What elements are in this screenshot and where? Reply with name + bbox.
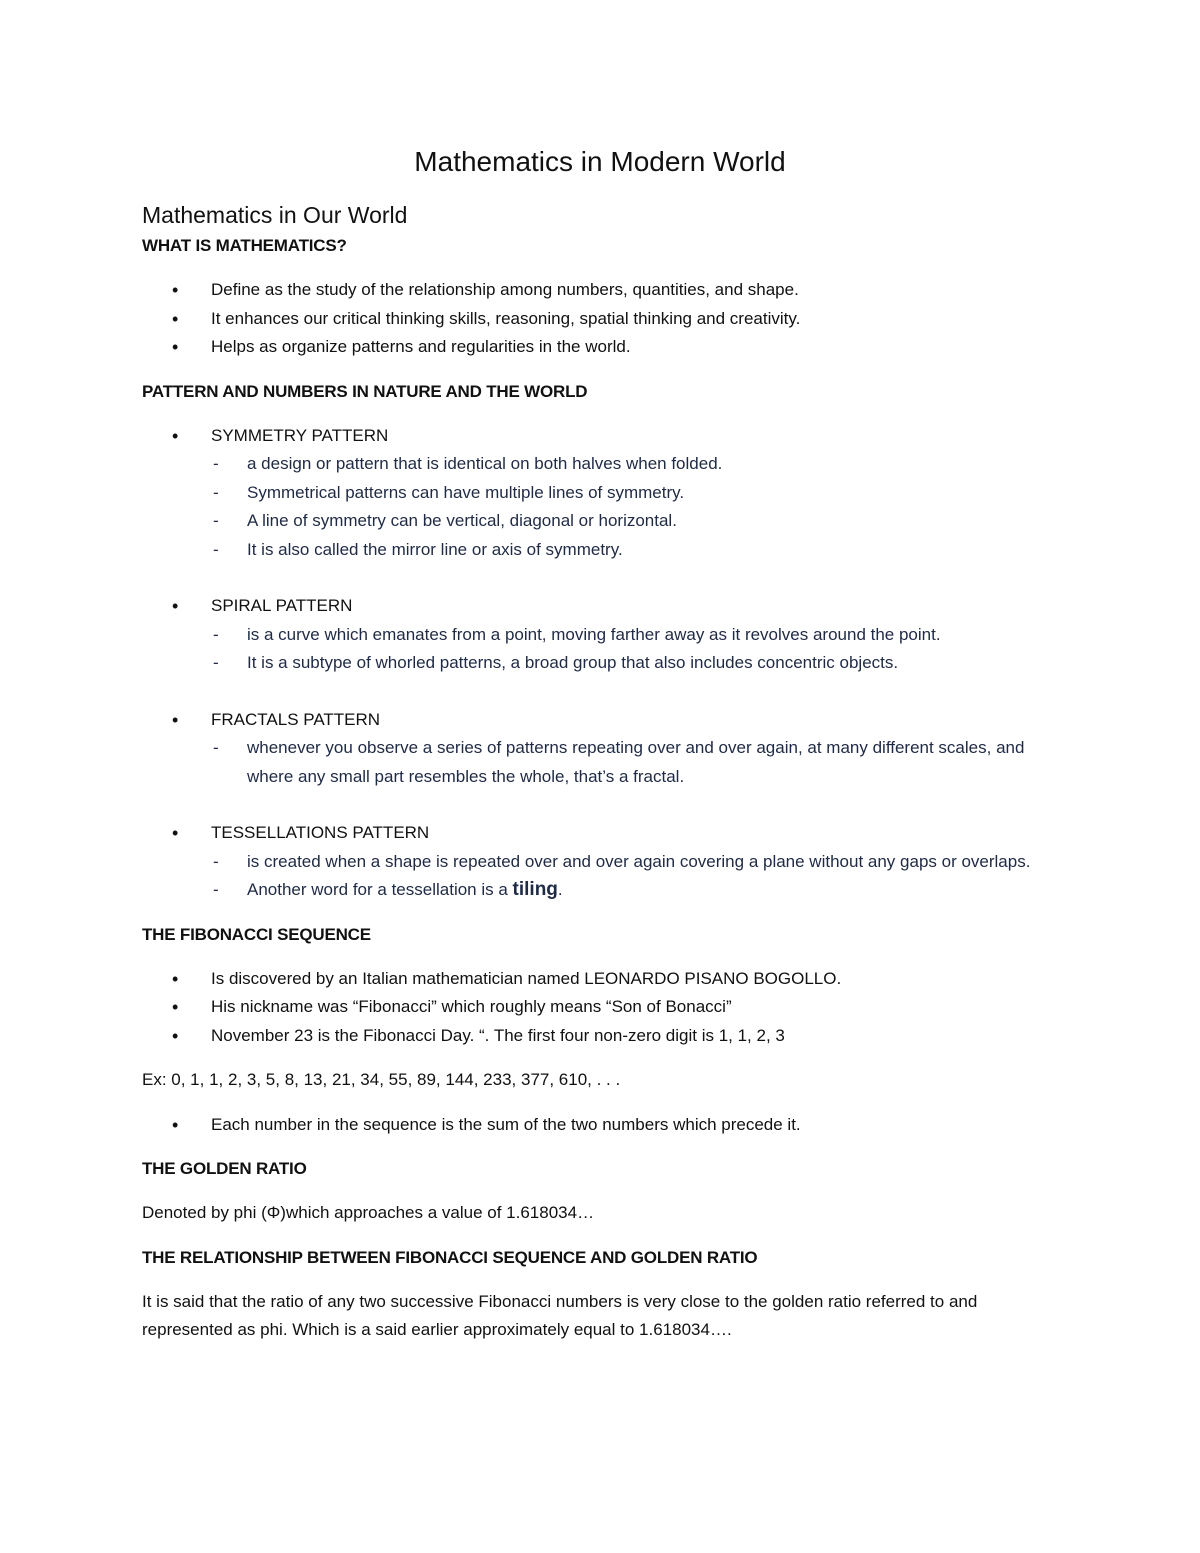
fractals-details — [211, 734, 1060, 791]
list-item: - a design or pattern that is identical on both halves when folded. — [211, 450, 1060, 479]
pattern-item-spiral — [142, 592, 1060, 706]
document-title: Mathematics in Modern World — [414, 146, 786, 177]
heading-what-is-mathematics: WHAT IS MATHEMATICS? — [142, 236, 347, 255]
tiling-word: tiling — [512, 879, 558, 900]
section-subtitle: Mathematics in Our World — [142, 202, 408, 228]
pattern-item-tessellations — [142, 819, 1060, 905]
list-item: - It is a subtype of whorled patterns, a broad group that also includes concentric objects. — [211, 649, 1060, 678]
tiling-suffix: . — [557, 880, 563, 899]
list-item: • Helps as organize patterns and regularities in the world. — [142, 333, 1060, 362]
pattern-label: FRACTALS PATTERN — [211, 709, 381, 729]
list-item: - is a curve which emanates from a point, moving farther away as it revolves around the point. — [211, 621, 1060, 650]
list-item: • Is discovered by an Italian mathematician named LEONARDO PISANO BOGOLLO. — [142, 965, 1060, 994]
tessellations-details — [211, 848, 1060, 905]
heading-golden-ratio: THE GOLDEN RATIO — [142, 1159, 307, 1178]
symmetry-details — [211, 450, 1060, 564]
list-item: - Symmetrical patterns can have multiple lines of symmetry. — [211, 479, 1060, 508]
patterns-list — [142, 422, 1060, 905]
heading-patterns: PATTERN AND NUMBERS IN NATURE AND THE WORLD — [142, 381, 588, 401]
list-item: • Define as the study of the relationship among numbers, quantities, and shape. — [142, 276, 1060, 305]
heading-fibonacci: THE FIBONACCI SEQUENCE — [142, 924, 371, 944]
list-item: • November 23 is the Fibonacci Day. “. The first four non-zero digit is 1, 1, 2, 3 — [142, 1022, 1060, 1051]
pattern-item-symmetry — [142, 422, 1060, 593]
list-item: - It is also called the mirror line or axis of symmetry. — [211, 536, 1060, 565]
fibonacci-note-list — [142, 1111, 1060, 1140]
spiral-details — [211, 621, 1060, 678]
pattern-label: SYMMETRY PATTERN — [211, 425, 389, 445]
list-item: • It enhances our critical thinking skills, reasoning, spatial thinking and creativity. — [142, 305, 1060, 334]
document-body — [142, 198, 1060, 1345]
list-item: - is created when a shape is repeated over and over again covering a plane without any gaps or overlaps. — [211, 848, 1060, 877]
heading-relationship: THE RELATIONSHIP BETWEEN FIBONACCI SEQUENCE AND GOLDEN RATIO — [142, 1247, 758, 1267]
golden-ratio-text: Denoted by phi (Φ)which approaches a value of 1.618034… — [142, 1203, 595, 1222]
what-is-mathematics-list — [142, 276, 1060, 362]
list-item: • Each number in the sequence is the sum of the two numbers which precede it. — [142, 1111, 1060, 1140]
fibonacci-list — [142, 965, 1060, 1051]
pattern-label: SPIRAL PATTERN — [211, 596, 353, 615]
list-item: - A line of symmetry can be vertical, diagonal or horizontal. — [211, 507, 1060, 536]
list-item: - whenever you observe a series of patterns repeating over and over again, at many different scales, and where any small part resembles the whole, that’s a fractal. — [211, 734, 1060, 791]
relationship-text: It is said that the ratio of any two successive Fibonacci numbers is very close to the golden ratio referred to and represented as phi. Which is a said earlier approximately equal to 1.618034…. — [142, 1291, 978, 1339]
fibonacci-example: Ex: 0, 1, 1, 2, 3, 5, 8, 13, 21, 34, 55, 89, 144, 233, 377, 610, . . . — [142, 1070, 621, 1089]
list-item-tiling — [211, 876, 1060, 905]
pattern-item-fractals — [142, 706, 1060, 820]
pattern-label: TESSELLATIONS PATTERN — [211, 823, 430, 842]
tiling-prefix: Another word for a tessellation is a — [247, 880, 513, 899]
list-item: • His nickname was “Fibonacci” which roughly means “Son of Bonacci” — [142, 993, 1060, 1022]
